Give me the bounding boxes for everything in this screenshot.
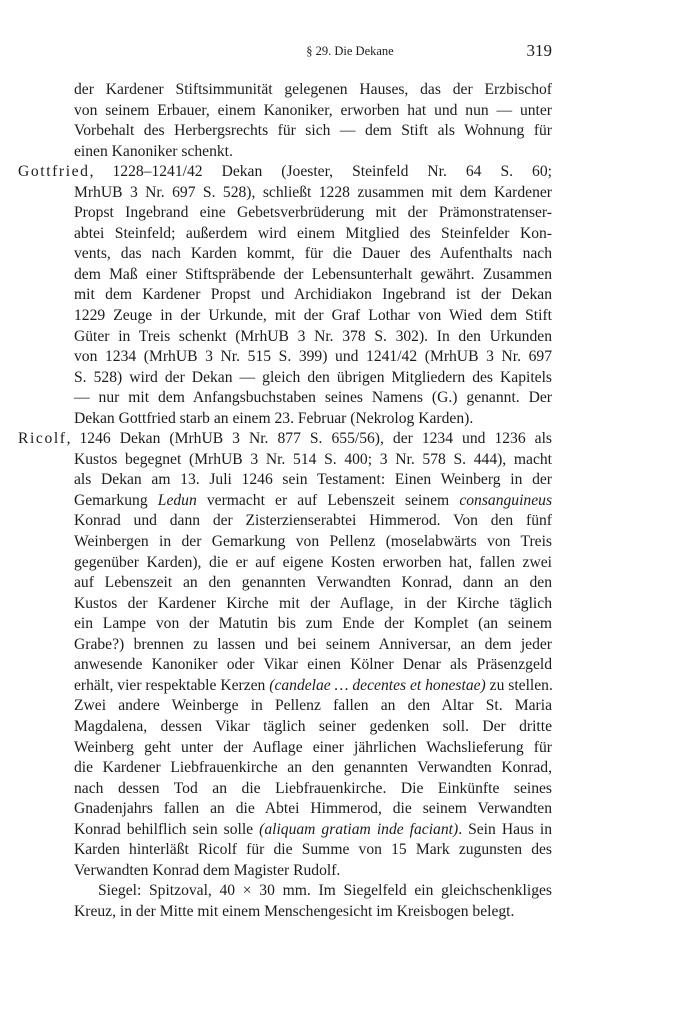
entry-first-line-rest: , 1228–1241/42 Dekan (Joester, Steinfeld Nr. 64 S. 60; [89, 163, 552, 181]
latin-quote: (aliquam gratiam inde faciant) [259, 820, 459, 838]
text-line [18, 820, 552, 841]
text-line: S. 528) wird der Dekan — gleich den übrigen Mitgliedern des Kapitels [74, 368, 552, 386]
text-segment: Konrad behilflich sein solle [74, 820, 260, 838]
text-line: nach dessen Tod an die Liebfrauenkirche. Die Einkünfte seines [74, 779, 552, 797]
entry-gottfried [18, 162, 552, 429]
text-line [18, 162, 552, 183]
latin-quote: (candelae … decentes et honestae) [269, 676, 486, 694]
text-line: Kustos begegnet (MrhUB 3 Nr. 514 S. 400; 3 Nr. 578 S. 444), macht [74, 450, 552, 468]
text-line: Propst Ingebrand eine Gebetsverbrüderung mit der Prämonstratenser- [74, 204, 552, 222]
text-line [18, 429, 552, 450]
text-segment: erhält, vier respektable Kerzen [74, 676, 270, 694]
text-line: Grabe?) brennen zu lassen und bei seinem Anniversar, an dem jeder [74, 635, 552, 653]
text-line: Dekan Gottfried starb an einem 23. Februar (Nekrolog Karden). [74, 409, 474, 427]
text-line: Gnadenjahrs fallen an die Abtei Himmerod, die seinem Verwandten [74, 800, 552, 818]
text-line: Weinbergen in der Gemarkung von Pellenz (moselabwärts von Treis [74, 533, 552, 551]
text-line: als Dekan am 13. Juli 1246 sein Testament: Einen Weinberg in der [74, 471, 552, 489]
text-line: ein Lampe von der Matutin bis zum Ende der Komplet (an seinem [74, 615, 552, 633]
text-line: von seinem Erbauer, einem Kanoniker, erworben hat und nun — unter [74, 101, 552, 119]
text-line: 1229 Zeuge in der Urkunde, mit der Graf Lothar von Wied dem Stift [74, 307, 552, 325]
entry-name: Ricolf [18, 430, 67, 448]
text-line: Magdalena, dessen Vikar täglich seiner gedenken soll. Der dritte [74, 717, 552, 735]
text-segment: Gemarkung [74, 491, 158, 509]
text-segment: . Sein Haus in [458, 820, 553, 838]
text-segment: zu stellen. [485, 676, 553, 694]
text-line: anwesende Kanoniker oder Vikar einen Kölner Denar als Präsenzgeld [74, 656, 552, 674]
text-line: Güter in Treis schenkt (MrhUB 3 Nr. 378 S. 302). In den Urkunden [74, 327, 552, 345]
entry-name: Gottfried [18, 163, 90, 181]
page-header [0, 41, 700, 66]
text-line: Verwandten Konrad dem Magister Rudolf. [74, 861, 341, 879]
running-title: § 29. Die Dekane [306, 44, 394, 58]
text-line: Karden hinterläßt Ricolf für die Summe von 15 Mark zugunsten des [74, 841, 552, 859]
paragraph-continuation [18, 80, 552, 162]
text-line: Konrad und dann der Zisterzienserabtei Himmerod. Von den fünf [74, 512, 552, 530]
text-line: der Kardener Stiftsimmunität gelegenen Hauses, das der Erzbischof [74, 81, 552, 98]
page-number: 319 [526, 41, 552, 60]
text-line: Vorbehalt des Herbergsrechts für sich — dem Stift als Wohnung für [74, 122, 552, 140]
text-line: vents, das nach Karden kommt, für die Dauer des Aufenthalts nach [74, 245, 552, 263]
text-line: — nur mit dem Anfangsbuchstaben seines Namens (G.) genannt. Der [74, 389, 552, 407]
text-line: mit dem Kardener Propst und Archidiakon Ingebrand ist der Dekan [74, 286, 552, 304]
latin-term: consanguineus [459, 491, 553, 509]
text-line: MrhUB 3 Nr. 697 S. 528), schließt 1228 zusammen mit dem Kardener [74, 183, 552, 201]
text-line: Siegel: Spitzoval, 40 × 30 mm. Im Siegelfeld ein gleichschenkliges [98, 882, 552, 900]
text-line: Kustos der Kardener Kirche mit der Auflage, in der Kirche täglich [74, 594, 552, 612]
text-line: gegenüber Karden), die er auf eigene Kosten erworben hat, fallen zwei [74, 553, 552, 571]
text-line [18, 676, 552, 697]
entry-ricolf [18, 429, 552, 881]
text-line: von 1234 (MrhUB 3 Nr. 515 S. 399) und 1241/42 (MrhUB 3 Nr. 697 [74, 348, 552, 366]
body-text [18, 80, 552, 922]
text-line: Weinberg geht unter der Auflage einer jährlichen Wachslieferung für [74, 738, 552, 756]
latin-term: Ledun [157, 491, 197, 509]
text-line: dem Maß einer Stiftspräbende der Lebensunterhalt gewährt. Zusammen [74, 265, 552, 283]
entry-first-line-rest: , 1246 Dekan (MrhUB 3 Nr. 877 S. 655/56), der 1234 und 1236 als [66, 430, 552, 448]
text-segment: vermacht er auf Lebenszeit seinem [196, 491, 460, 509]
text-line: Kreuz, in der Mitte mit einem Menschengesicht im Kreisbogen belegt. [74, 902, 515, 920]
text-line: einen Kanoniker schenkt. [74, 142, 233, 160]
text-line: Zwei andere Weinberge in Pellenz fallen an den Altar St. Maria [74, 697, 552, 715]
text-line: abtei Steinfeld; außerdem wird einem Mitglied des Steinfelder Kon- [74, 224, 552, 242]
text-line [18, 491, 552, 512]
text-line: auf Lebenszeit an den genannten Verwandten Konrad, dann an den [74, 574, 552, 592]
seal-description [18, 881, 552, 922]
text-line: die Kardener Liebfrauenkirche an den genannten Verwandten Konrad, [74, 759, 552, 777]
